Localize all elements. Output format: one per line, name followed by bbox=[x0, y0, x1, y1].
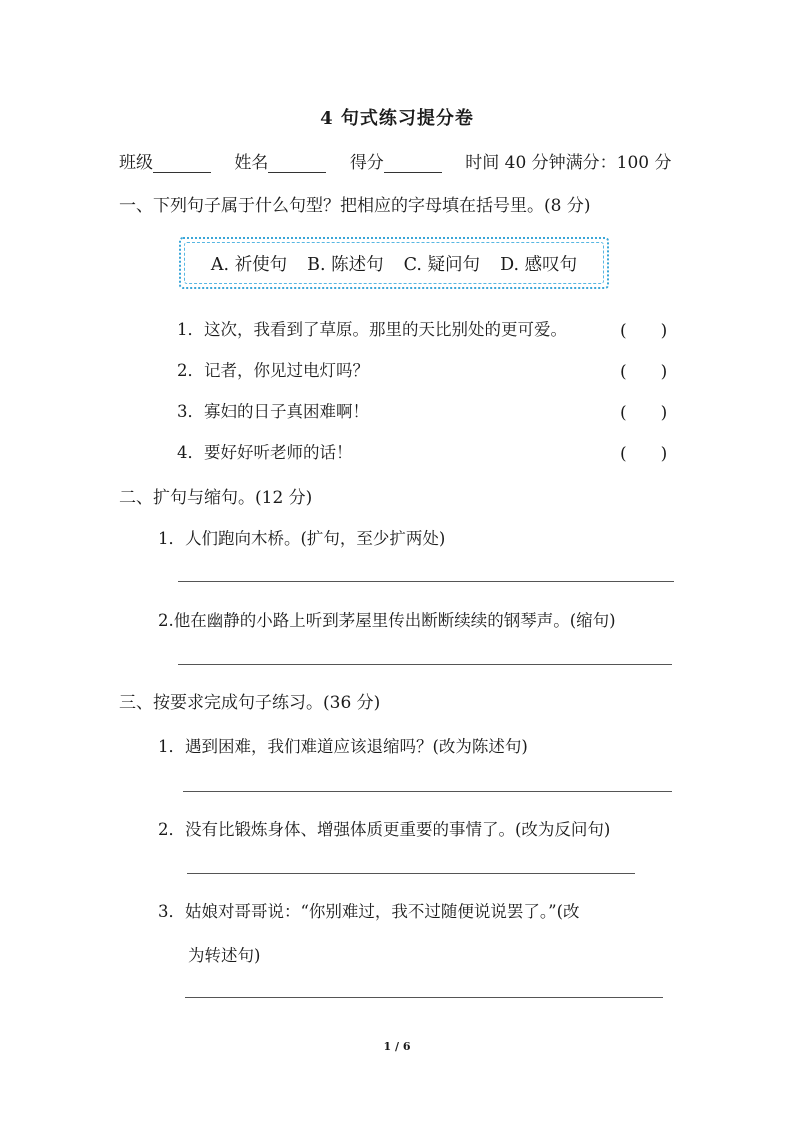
s2-answer-line-2[interactable] bbox=[178, 664, 672, 665]
s2-question-1: 1．人们跑向木桥。(扩句，至少扩两处) bbox=[158, 529, 446, 548]
name-label: 姓名 bbox=[234, 153, 269, 173]
s1-answer-3[interactable]: ( ) bbox=[620, 403, 668, 423]
section3-heading: 三、按要求完成句子练习。(36 分) bbox=[119, 693, 381, 713]
name-blank[interactable] bbox=[268, 156, 326, 173]
score-label: 得分 bbox=[349, 153, 384, 173]
s3-question-3: 3．姑娘对哥哥说：“你别难过，我不过随便说说罢了。”(改 bbox=[158, 902, 580, 921]
page-number: 1 / 6 bbox=[383, 1040, 411, 1053]
class-label: 班级 bbox=[119, 153, 153, 173]
option-d: D. 感叹句 bbox=[500, 254, 578, 275]
option-c: C. 疑问句 bbox=[403, 254, 481, 275]
s1-question-4: 4．要好好听老师的话！ bbox=[177, 443, 353, 462]
s1-answer-4[interactable]: ( ) bbox=[620, 444, 668, 464]
s1-question-2: 2．记者，你见过电灯吗？ bbox=[177, 361, 369, 380]
s1-answer-1[interactable]: ( ) bbox=[620, 321, 668, 341]
s3-question-2: 2．没有比锻炼身体、增强体质更重要的事情了。(改为反问句) bbox=[158, 820, 611, 839]
option-a: A. 祈使句 bbox=[210, 254, 288, 275]
class-blank[interactable] bbox=[153, 156, 211, 173]
section1-heading: 一、下列句子属于什么句型？把相应的字母填在括号里。(8 分) bbox=[119, 196, 591, 216]
options-box bbox=[179, 237, 609, 289]
option-b: B. 陈述句 bbox=[307, 254, 384, 275]
s1-question-1: 1．这次，我看到了草原。那里的天比别处的更可爱。 bbox=[177, 320, 567, 339]
s3-question-3-cont: 为转述句) bbox=[188, 946, 261, 965]
s3-question-1: 1．遇到困难，我们难道应该退缩吗？(改为陈述句) bbox=[158, 737, 528, 756]
s1-question-3: 3．寡妇的日子真困难啊！ bbox=[177, 402, 369, 421]
s3-answer-line-1[interactable] bbox=[183, 791, 672, 792]
s2-answer-line-1[interactable] bbox=[178, 581, 674, 582]
s3-answer-line-3[interactable] bbox=[185, 997, 663, 998]
page-title: 4 句式练习提分卷 bbox=[320, 108, 474, 129]
s3-answer-line-2[interactable] bbox=[187, 873, 635, 874]
s1-answer-2[interactable]: ( ) bbox=[620, 362, 668, 382]
score-blank[interactable] bbox=[384, 156, 442, 173]
section2-heading: 二、扩句与缩句。(12 分) bbox=[119, 488, 313, 508]
time-info: 时间 40 分钟满分：100 分 bbox=[465, 153, 672, 173]
s2-question-2: 2.他在幽静的小路上听到茅屋里传出断断续续的钢琴声。(缩句) bbox=[158, 611, 616, 630]
student-info-row bbox=[119, 148, 672, 173]
